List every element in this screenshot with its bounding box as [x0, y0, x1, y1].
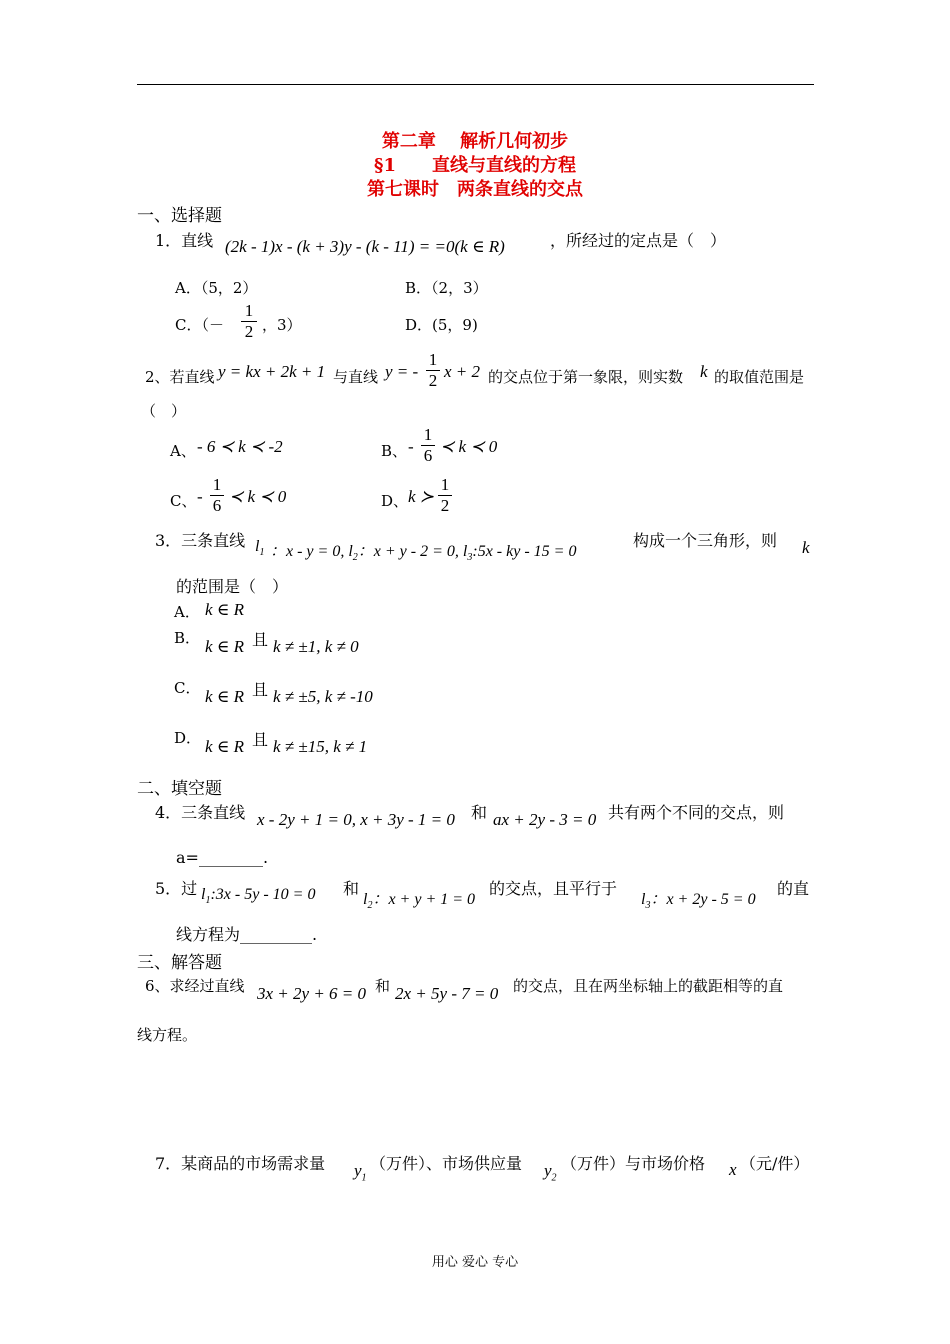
q3-label: 3．三条直线 — [155, 531, 246, 550]
q2-option-b-label: B、 — [381, 442, 408, 460]
q3-option-a-label: A． — [174, 603, 200, 621]
q7-x: x — [729, 1160, 737, 1179]
q5-mid: 的交点，且平行于 — [489, 879, 618, 898]
q3-option-b-label: B． — [174, 629, 201, 647]
q2-tail: 的交点位于第一象限，则实数 — [488, 368, 684, 386]
q7-mid2: （万件）与市场价格 — [561, 1154, 706, 1173]
q3-k: k — [802, 538, 810, 557]
q3-option-d-1: k ∈ R — [205, 737, 245, 756]
q2-option-b-pre: - — [408, 437, 414, 456]
q5-answer-blank: 线方程为_________. — [176, 925, 318, 944]
q4-answer-blank: a=________. — [176, 848, 269, 867]
q6-formula-2: 2x + 5y - 7 = 0 — [395, 984, 499, 1003]
q2-option-b-fraction: 1 6 — [420, 425, 436, 466]
q7-mid1: （万件）、市场供应量 — [370, 1154, 523, 1173]
q4-formula-2: ax + 2y - 3 = 0 — [493, 810, 597, 829]
q5-formula-2: $l_2$：x + y + 1 = 0 — [363, 891, 476, 912]
q5-tail: 的直 — [777, 879, 810, 898]
q2-option-c-label: C、 — [170, 492, 197, 510]
q4-formula-1: x - 2y + 1 = 0, x + 3y - 1 = 0 — [257, 810, 455, 829]
q2-tail2: 的取值范围是 — [714, 368, 805, 386]
q3-option-d-and: 且 — [252, 730, 269, 749]
q4-label: 4．三条直线 — [155, 803, 246, 822]
q1-option-d: D．(5，9) — [405, 316, 478, 334]
q3-option-d-label: D． — [174, 729, 202, 747]
q5-formula-1: $l_1:3x - 5y - 10 = 0$ — [201, 886, 316, 907]
q2-formula-2-fraction: 1 2 — [425, 350, 441, 391]
q1-formula: (2k - 1)x - (k + 3)y - (k - 11) = =0(k ∈ R) — [225, 237, 505, 256]
q2-option-d-fraction: 1 2 — [437, 475, 453, 516]
q6-label: 6、求经过直线 — [145, 977, 245, 995]
section-answer: 三、解答题 — [137, 953, 222, 973]
q6-and: 和 — [375, 977, 391, 995]
q3-option-b-and: 且 — [252, 630, 269, 649]
q3-option-c-1: k ∈ R — [205, 687, 245, 706]
q1-tail: ，所经过的定点是（ ） — [550, 231, 727, 250]
section-fill: 二、填空题 — [137, 779, 222, 799]
q1-option-b: B．（2，3） — [405, 279, 488, 297]
section-title: §1 直线与直线的方程 — [374, 155, 576, 176]
q2-mid: 与直线 — [333, 368, 379, 386]
q6-formula-1: 3x + 2y + 6 = 0 — [257, 984, 367, 1003]
q2-formula-2-post: x + 2 — [444, 362, 481, 381]
q2-option-a: - 6 ≺ k ≺ -2 — [197, 437, 283, 456]
q4-tail: 共有两个不同的交点，则 — [608, 803, 785, 822]
q2-option-c-fraction: 1 6 — [209, 475, 225, 516]
q7-y2: $y_2$ — [544, 1161, 557, 1184]
q2-paren: （ ） — [141, 402, 187, 420]
q7-y1: $y_1$ — [354, 1161, 367, 1184]
q4-and: 和 — [471, 803, 488, 822]
header-rule — [137, 84, 814, 85]
q6-tail: 的交点，且在两坐标轴上的截距相等的直 — [513, 977, 784, 995]
lesson-title: 第七课时 两条直线的交点 — [367, 179, 583, 200]
q2-option-c-post: ≺ k ≺ 0 — [229, 487, 287, 506]
q3-line2: 的范围是（ ） — [176, 577, 289, 596]
q3-option-b-1: k ∈ R — [205, 637, 245, 656]
q2-option-d-label: D、 — [381, 492, 409, 510]
q1-option-c-post: ，3） — [262, 316, 302, 334]
chapter-title: 第二章 解析几何初步 — [381, 131, 569, 152]
q2-formula-2-pre: y = - — [385, 362, 419, 381]
section-choice: 一、选择题 — [137, 206, 222, 226]
q5-label: 5．过 — [155, 879, 198, 898]
q2-option-d-pre: k ≻ — [408, 487, 435, 506]
q3-option-b-2: k ≠ ±1, k ≠ 0 — [273, 637, 359, 656]
q1-option-c-pre: C．（－ — [175, 316, 224, 334]
q6-line2: 线方程。 — [137, 1026, 198, 1044]
q3-option-c-2: k ≠ ±5, k ≠ -10 — [273, 687, 373, 706]
q7-tail: （元/件） — [740, 1154, 810, 1173]
q5-and: 和 — [343, 879, 360, 898]
q3-l1: $l_1$ — [255, 538, 265, 559]
q2-k: k — [700, 362, 708, 381]
q5-formula-3: $l_3$：x + 2y - 5 = 0 — [641, 891, 756, 912]
q1-option-a: A．（5，2） — [175, 279, 258, 297]
q1-option-c-fraction: 1 2 — [240, 301, 258, 342]
q3-option-d-2: k ≠ ±15, k ≠ 1 — [273, 737, 368, 756]
q1-label: 1．直线 — [155, 231, 214, 250]
q2-option-c-pre: - — [197, 487, 203, 506]
q2-option-b-post: ≺ k ≺ 0 — [440, 437, 498, 456]
page-footer: 用心 爱心 专心 — [431, 1255, 519, 1270]
q3-option-c-label: C． — [174, 679, 201, 697]
q2-label: 2、若直线 — [145, 368, 215, 386]
q2-formula-1: y = kx + 2k + 1 — [218, 362, 326, 381]
q3-option-c-and: 且 — [252, 680, 269, 699]
q7-label: 7．某商品的市场需求量 — [155, 1154, 326, 1173]
q3-option-a: k ∈ R — [205, 600, 245, 619]
q3-formula: ：x - y = 0, $l_2$：x + y - 2 = 0, $l_3:5x$ - ky - 15 = 0 — [270, 543, 577, 564]
q3-tail: 构成一个三角形，则 — [633, 531, 778, 550]
q2-option-a-label: A、 — [170, 442, 196, 460]
